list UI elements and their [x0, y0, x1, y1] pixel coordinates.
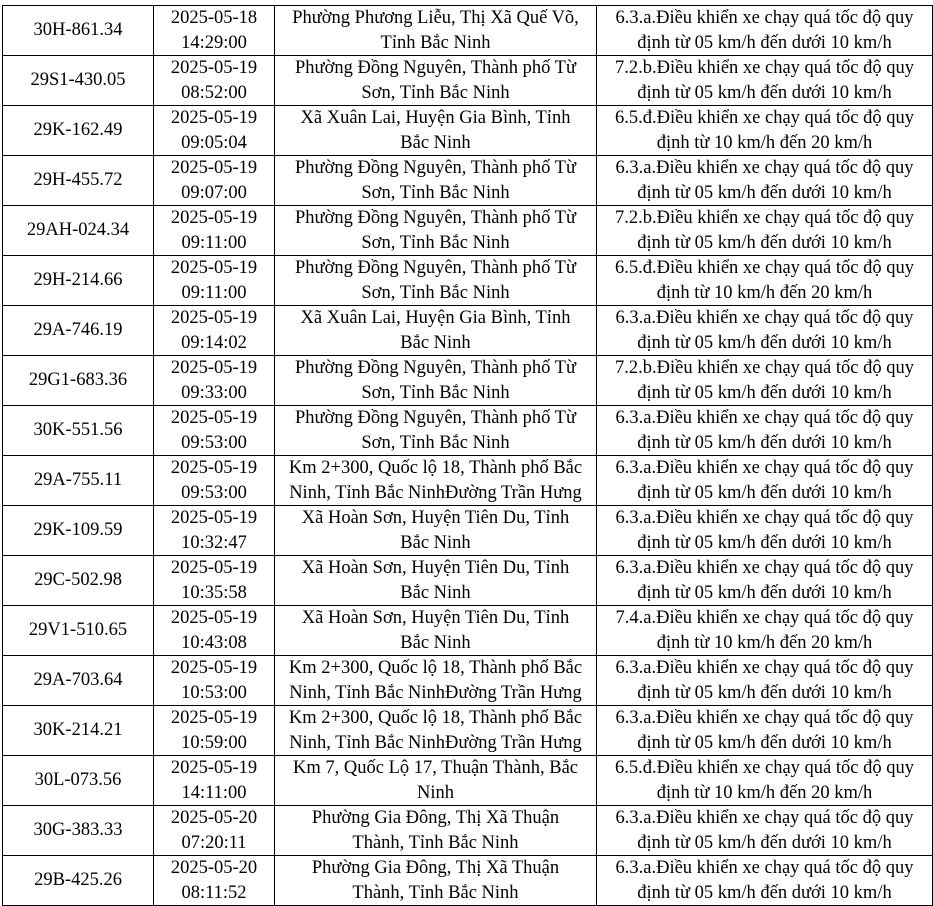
- location-cell: [275, 606, 597, 656]
- violation-line: 6.3.a.Điều khiển xe chạy quá tốc độ quy: [615, 308, 914, 328]
- license-plate-cell: 30K-551.56: [3, 406, 154, 456]
- violation-line: định từ 05 km/h đến dưới 10 km/h: [637, 532, 892, 553]
- violation-date: 2025-05-19: [170, 758, 258, 778]
- location-cell: [275, 806, 597, 856]
- violation-line: định từ 05 km/h đến dưới 10 km/h: [637, 482, 892, 503]
- timestamp-cell: [154, 206, 275, 256]
- violation-line: 6.5.đ.Điều khiển xe chạy quá tốc độ quy: [614, 108, 914, 128]
- violation-cell: [597, 56, 933, 106]
- violation-line: 6.3.a.Điều khiển xe chạy quá tốc độ quy: [615, 8, 914, 28]
- violation-line: định từ 10 km/h đến 20 km/h: [656, 782, 873, 803]
- license-plate-cell: 30L-073.56: [3, 756, 154, 806]
- location-line: Sơn, Tỉnh Bắc Ninh: [361, 432, 510, 453]
- table-row: [3, 6, 933, 56]
- table-row: [3, 856, 933, 906]
- location-cell: [275, 6, 597, 56]
- table-row: [3, 406, 933, 456]
- location-line: Xã Xuân Lai, Huyện Gia Bình, Tỉnh: [300, 308, 571, 328]
- violation-date: 2025-05-19: [170, 58, 258, 78]
- table-row: [3, 156, 933, 206]
- location-line: Sơn, Tỉnh Bắc Ninh: [361, 282, 510, 303]
- location-line: Sơn, Tỉnh Bắc Ninh: [361, 382, 510, 403]
- table-row: [3, 756, 933, 806]
- violation-line: định từ 05 km/h đến dưới 10 km/h: [637, 732, 892, 753]
- violation-time: 09:53:00: [181, 432, 247, 453]
- violation-cell: [597, 306, 933, 356]
- location-line: Ninh, Tỉnh Bắc NinhĐường Trần Hưng: [289, 732, 582, 753]
- location-line: Sơn, Tỉnh Bắc Ninh: [361, 182, 510, 203]
- violation-time: 10:32:47: [181, 532, 247, 553]
- violation-cell: [597, 656, 933, 706]
- violation-line: định từ 10 km/h đến 20 km/h: [656, 282, 873, 303]
- timestamp-cell: [154, 856, 275, 906]
- violation-line: định từ 05 km/h đến dưới 10 km/h: [637, 32, 892, 53]
- license-plate-cell: 29H-455.72: [3, 156, 154, 206]
- violation-time: 14:11:00: [181, 782, 247, 803]
- table-row: [3, 206, 933, 256]
- location-line: Phường Phương Liễu, Thị Xã Quế Võ,: [292, 8, 579, 28]
- violation-line: 6.3.a.Điều khiển xe chạy quá tốc độ quy: [615, 658, 914, 678]
- violation-date: 2025-05-19: [170, 608, 258, 628]
- license-plate-cell: 29S1-430.05: [3, 56, 154, 106]
- violation-time: 09:14:02: [181, 332, 247, 353]
- timestamp-cell: [154, 156, 275, 206]
- location-line: Phường Đồng Nguyên, Thành phố Từ: [295, 58, 576, 78]
- violation-cell: [597, 6, 933, 56]
- location-line: Phường Đồng Nguyên, Thành phố Từ: [295, 158, 576, 178]
- location-line: Phường Đồng Nguyên, Thành phố Từ: [295, 208, 576, 228]
- license-plate-cell: 29K-109.59: [3, 506, 154, 556]
- location-line: Km 2+300, Quốc lộ 18, Thành phố Bắc: [288, 658, 583, 678]
- violation-time: 09:33:00: [181, 382, 247, 403]
- violation-date: 2025-05-19: [170, 158, 258, 178]
- violation-time: 09:11:00: [181, 232, 247, 253]
- license-plate-cell: 29V1-510.65: [3, 606, 154, 656]
- license-plate-cell: 29B-425.26: [3, 856, 154, 906]
- violation-time: 08:52:00: [181, 82, 247, 103]
- license-plate-cell: 29A-746.19: [3, 306, 154, 356]
- violation-line: định từ 05 km/h đến dưới 10 km/h: [637, 882, 892, 903]
- timestamp-cell: [154, 306, 275, 356]
- location-line: Xã Hoàn Sơn, Huyện Tiên Du, Tỉnh: [301, 558, 570, 578]
- violation-date: 2025-05-19: [170, 458, 258, 478]
- location-line: Km 7, Quốc Lộ 17, Thuận Thành, Bắc: [293, 758, 578, 778]
- timestamp-cell: [154, 556, 275, 606]
- violation-line: 7.2.b.Điều khiển xe chạy quá tốc độ quy: [614, 208, 914, 228]
- location-line: Thành, Tỉnh Bắc Ninh: [352, 882, 519, 903]
- violation-time: 08:11:52: [181, 882, 247, 903]
- location-line: Tỉnh Bắc Ninh: [380, 32, 491, 53]
- violation-cell: [597, 356, 933, 406]
- violations-table-body: [3, 6, 933, 906]
- violation-date: 2025-05-19: [170, 308, 258, 328]
- license-plate-cell: 30G-383.33: [3, 806, 154, 856]
- violation-time: 09:07:00: [181, 182, 247, 203]
- license-plate-cell: 29A-703.64: [3, 656, 154, 706]
- violation-time: 09:53:00: [181, 482, 247, 503]
- location-cell: [275, 506, 597, 556]
- timestamp-cell: [154, 606, 275, 656]
- timestamp-cell: [154, 456, 275, 506]
- location-line: Sơn, Tỉnh Bắc Ninh: [361, 82, 510, 103]
- violation-line: định từ 05 km/h đến dưới 10 km/h: [637, 82, 892, 103]
- violation-cell: [597, 106, 933, 156]
- violation-line: định từ 05 km/h đến dưới 10 km/h: [637, 582, 892, 603]
- violation-date: 2025-05-19: [170, 708, 258, 728]
- violation-date: 2025-05-19: [170, 208, 258, 228]
- location-line: Sơn, Tỉnh Bắc Ninh: [361, 232, 510, 253]
- violations-table: [2, 5, 933, 906]
- violation-date: 2025-05-19: [170, 258, 258, 278]
- violation-date: 2025-05-19: [170, 108, 258, 128]
- violation-cell: [597, 506, 933, 556]
- violation-date: 2025-05-19: [170, 508, 258, 528]
- violation-cell: [597, 206, 933, 256]
- timestamp-cell: [154, 106, 275, 156]
- table-row: [3, 506, 933, 556]
- location-cell: [275, 406, 597, 456]
- violation-date: 2025-05-19: [170, 358, 258, 378]
- table-row: [3, 306, 933, 356]
- location-cell: [275, 656, 597, 706]
- timestamp-cell: [154, 6, 275, 56]
- timestamp-cell: [154, 706, 275, 756]
- location-cell: [275, 156, 597, 206]
- location-line: Bắc Ninh: [400, 582, 471, 603]
- table-row: [3, 656, 933, 706]
- timestamp-cell: [154, 656, 275, 706]
- license-plate-cell: 30K-214.21: [3, 706, 154, 756]
- violation-line: 7.2.b.Điều khiển xe chạy quá tốc độ quy: [614, 58, 914, 78]
- location-line: Ninh: [417, 782, 454, 803]
- location-line: Ninh, Tỉnh Bắc NinhĐường Trần Hưng: [289, 482, 582, 503]
- violation-line: 6.5.đ.Điều khiển xe chạy quá tốc độ quy: [614, 758, 914, 778]
- table-row: [3, 106, 933, 156]
- violation-cell: [597, 456, 933, 506]
- location-line: Phường Gia Đông, Thị Xã Thuận: [311, 858, 560, 878]
- violation-cell: [597, 806, 933, 856]
- violation-line: định từ 05 km/h đến dưới 10 km/h: [637, 832, 892, 853]
- license-plate-cell: 29C-502.98: [3, 556, 154, 606]
- location-cell: [275, 456, 597, 506]
- violation-line: 7.2.b.Điều khiển xe chạy quá tốc độ quy: [614, 358, 914, 378]
- violation-line: 6.3.a.Điều khiển xe chạy quá tốc độ quy: [615, 708, 914, 728]
- location-line: Phường Đồng Nguyên, Thành phố Từ: [295, 358, 576, 378]
- violation-line: 6.3.a.Điều khiển xe chạy quá tốc độ quy: [615, 808, 914, 828]
- table-row: [3, 556, 933, 606]
- location-cell: [275, 106, 597, 156]
- location-cell: [275, 556, 597, 606]
- location-line: Xã Hoàn Sơn, Huyện Tiên Du, Tỉnh: [301, 508, 570, 528]
- timestamp-cell: [154, 406, 275, 456]
- violation-time: 07:20:11: [181, 832, 247, 853]
- violation-line: 6.5.đ.Điều khiển xe chạy quá tốc độ quy: [614, 258, 914, 278]
- violation-line: định từ 05 km/h đến dưới 10 km/h: [637, 332, 892, 353]
- table-row: [3, 606, 933, 656]
- license-plate-cell: 29AH-024.34: [3, 206, 154, 256]
- violation-line: định từ 05 km/h đến dưới 10 km/h: [637, 432, 892, 453]
- violation-line: 6.3.a.Điều khiển xe chạy quá tốc độ quy: [615, 158, 914, 178]
- violation-time: 14:29:00: [181, 32, 247, 53]
- location-line: Bắc Ninh: [400, 332, 471, 353]
- violation-cell: [597, 856, 933, 906]
- table-row: [3, 806, 933, 856]
- location-line: Bắc Ninh: [400, 532, 471, 553]
- violation-line: 6.3.a.Điều khiển xe chạy quá tốc độ quy: [615, 558, 914, 578]
- violation-cell: [597, 156, 933, 206]
- timestamp-cell: [154, 756, 275, 806]
- license-plate-cell: 30H-861.34: [3, 6, 154, 56]
- violation-line: 6.3.a.Điều khiển xe chạy quá tốc độ quy: [615, 408, 914, 428]
- violation-line: định từ 05 km/h đến dưới 10 km/h: [637, 232, 892, 253]
- location-cell: [275, 856, 597, 906]
- location-line: Thành, Tỉnh Bắc Ninh: [352, 832, 519, 853]
- violation-line: 6.3.a.Điều khiển xe chạy quá tốc độ quy: [615, 508, 914, 528]
- violation-cell: [597, 706, 933, 756]
- violation-line: 6.3.a.Điều khiển xe chạy quá tốc độ quy: [615, 458, 914, 478]
- violation-line: định từ 10 km/h đến 20 km/h: [656, 632, 873, 653]
- license-plate-cell: 29K-162.49: [3, 106, 154, 156]
- license-plate-cell: 29G1-683.36: [3, 356, 154, 406]
- table-row: [3, 706, 933, 756]
- violation-cell: [597, 606, 933, 656]
- violation-time: 09:11:00: [181, 282, 247, 303]
- violation-time: 10:43:08: [181, 632, 247, 653]
- location-cell: [275, 306, 597, 356]
- violation-line: định từ 05 km/h đến dưới 10 km/h: [637, 382, 892, 403]
- timestamp-cell: [154, 506, 275, 556]
- violation-cell: [597, 556, 933, 606]
- violation-line: định từ 05 km/h đến dưới 10 km/h: [637, 182, 892, 203]
- timestamp-cell: [154, 806, 275, 856]
- location-line: Phường Gia Đông, Thị Xã Thuận: [311, 808, 560, 828]
- license-plate-cell: 29H-214.66: [3, 256, 154, 306]
- violation-time: 10:59:00: [181, 732, 247, 753]
- location-line: Xã Hoàn Sơn, Huyện Tiên Du, Tỉnh: [301, 608, 570, 628]
- violation-line: 6.3.a.Điều khiển xe chạy quá tốc độ quy: [615, 858, 914, 878]
- location-cell: [275, 206, 597, 256]
- location-line: Km 2+300, Quốc lộ 18, Thành phố Bắc: [288, 458, 583, 478]
- location-cell: [275, 256, 597, 306]
- violation-date: 2025-05-19: [170, 408, 258, 428]
- location-line: Xã Xuân Lai, Huyện Gia Bình, Tỉnh: [300, 108, 571, 128]
- violation-line: 7.4.a.Điều khiển xe chạy quá tốc độ quy: [615, 608, 914, 628]
- table-row: [3, 456, 933, 506]
- timestamp-cell: [154, 356, 275, 406]
- location-line: Phường Đồng Nguyên, Thành phố Từ: [295, 258, 576, 278]
- violation-date: 2025-05-20: [170, 808, 258, 828]
- violation-time: 10:53:00: [181, 682, 247, 703]
- table-row: [3, 56, 933, 106]
- violation-time: 09:05:04: [181, 132, 247, 153]
- location-line: Km 2+300, Quốc lộ 18, Thành phố Bắc: [288, 708, 583, 728]
- violation-date: 2025-05-20: [170, 858, 258, 878]
- location-line: Ninh, Tỉnh Bắc NinhĐường Trần Hưng: [289, 682, 582, 703]
- location-cell: [275, 706, 597, 756]
- violation-date: 2025-05-19: [170, 658, 258, 678]
- violation-date: 2025-05-19: [170, 558, 258, 578]
- table-row: [3, 356, 933, 406]
- violation-time: 10:35:58: [181, 582, 247, 603]
- violation-date: 2025-05-18: [170, 8, 258, 28]
- violation-cell: [597, 406, 933, 456]
- violation-line: định từ 10 km/h đến 20 km/h: [656, 132, 873, 153]
- timestamp-cell: [154, 56, 275, 106]
- violation-cell: [597, 256, 933, 306]
- location-cell: [275, 756, 597, 806]
- location-line: Phường Đồng Nguyên, Thành phố Từ: [295, 408, 576, 428]
- violation-cell: [597, 756, 933, 806]
- location-cell: [275, 356, 597, 406]
- license-plate-cell: 29A-755.11: [3, 456, 154, 506]
- timestamp-cell: [154, 256, 275, 306]
- table-row: [3, 256, 933, 306]
- location-line: Bắc Ninh: [400, 132, 471, 153]
- violation-line: định từ 05 km/h đến dưới 10 km/h: [637, 682, 892, 703]
- location-cell: [275, 56, 597, 106]
- location-line: Bắc Ninh: [400, 632, 471, 653]
